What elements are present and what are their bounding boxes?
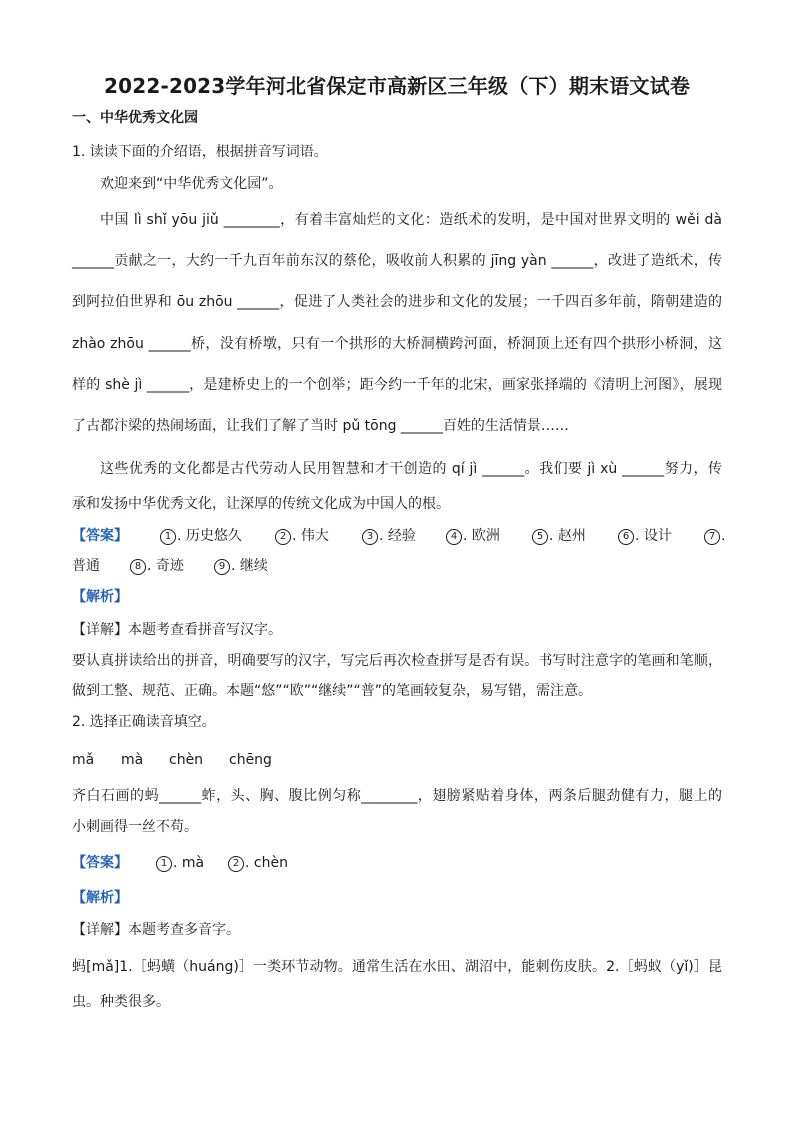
answer-number: 4 xyxy=(446,529,462,545)
answer-item xyxy=(275,526,329,546)
answer-label: 【答案】 xyxy=(72,855,128,871)
question-1-prompt: 1. 读读下面的介绍语，根据拼音写词语。 xyxy=(72,144,328,160)
passage-line: ______贡献之一，大约一千九百年前东汉的蔡伦，吸收前人积累的 jīng yàn ______，改进了造纸术，传 xyxy=(72,253,722,269)
passage-line: 这些优秀的文化都是古代劳动人民用智慧和才干创造的 qí jì ______。我们要 jì xù ______努力，传 xyxy=(100,461,722,477)
answer-text: . 奇迹 xyxy=(147,558,184,574)
answer-item xyxy=(618,526,672,546)
answer-text: . xyxy=(721,528,726,544)
answer-text: . 伟大 xyxy=(292,528,329,544)
answer-number: 2 xyxy=(275,529,291,545)
answer-item xyxy=(214,556,268,576)
passage-line: 承和发扬中华优秀文化，让深厚的传统文化成为中国人的根。 xyxy=(72,496,450,512)
answer-item xyxy=(160,526,242,546)
section-heading: 一、中华优秀文化园 xyxy=(72,110,198,126)
answer-text: . 历史悠久 xyxy=(177,528,242,544)
detail-line: 要认真拼读给出的拼音，明确要写的汉字，写完后再次检查拼写是否有误。书写时注意字的笔画和笔顺， xyxy=(72,653,722,669)
exam-title: 2022-2023学年河北省保定市高新区三年级（下）期末语文试卷 xyxy=(103,74,691,98)
answer-text: . mà xyxy=(173,855,205,871)
answer-number: 3 xyxy=(362,529,378,545)
detail-heading: 【详解】本题考查看拼音写汉字。 xyxy=(72,622,282,638)
answer-item xyxy=(704,526,725,546)
analysis-label: 【解析】 xyxy=(72,589,128,605)
answer-number: 7 xyxy=(704,529,720,545)
detail-line: 蚂[mǎ]1.［蚂蟥（huáng)］一类环节动物。通常生活在水田、湖沼中，能刺伤皮肤。2.［蚂蚁（yǐ)］昆 xyxy=(72,959,722,975)
detail-heading: 【详解】本题考查多音字。 xyxy=(72,922,240,938)
answer-number: 1 xyxy=(160,529,176,545)
answer-item xyxy=(130,556,184,576)
pinyin-option: mà xyxy=(121,752,144,768)
passage-line: zhào zhōu ______桥，没有桥墩，只有一个拱形的大桥洞横跨河面，桥洞顶上还有四个拱形小桥洞，这 xyxy=(72,336,722,352)
detail-line: 虫。种类很多。 xyxy=(72,994,170,1010)
answer-item xyxy=(228,853,288,873)
answer-text: . 经验 xyxy=(379,528,416,544)
answer-item xyxy=(362,526,416,546)
answer-item xyxy=(156,853,204,873)
analysis-label: 【解析】 xyxy=(72,890,128,906)
detail-line: 做到工整、规范、正确。本题“悠”“欧”“继续”“普”的笔画较复杂，易写错，需注意。 xyxy=(72,683,593,699)
answer-number: 9 xyxy=(214,559,230,575)
answer-text: . 设计 xyxy=(635,528,672,544)
answer-text: . 欧洲 xyxy=(463,528,500,544)
answer-text: . 赵州 xyxy=(549,528,586,544)
passage-line: 到阿拉伯世界和 ōu zhōu ______，促进了人类社会的进步和文化的发展；一千四百多年前，隋朝建造的 xyxy=(72,294,722,310)
pinyin-option: mǎ xyxy=(72,752,95,768)
answer-number: 2 xyxy=(228,856,244,872)
answer-number: 1 xyxy=(156,856,172,872)
sentence-line: 齐白石画的蚂______蚱，头、胸、腹比例匀称________，翅膀紧贴着身体，两条后腿劲健有力，腿上的 xyxy=(72,788,722,804)
answer-number: 5 xyxy=(532,529,548,545)
answer-text: . 继续 xyxy=(231,558,268,574)
answer-item: 普通 xyxy=(72,558,100,574)
pinyin-option: chēng xyxy=(229,752,272,768)
pinyin-option: chèn xyxy=(169,752,204,768)
passage-line: 了古都汴梁的热闹场面，让我们了解了当时 pǔ tōng ______百姓的生活情景…… xyxy=(72,418,569,434)
answer-number: 6 xyxy=(618,529,634,545)
answer-number: 8 xyxy=(130,559,146,575)
answer-label: 【答案】 xyxy=(72,528,128,544)
question-2-prompt: 2. 选择正确读音填空。 xyxy=(72,714,216,730)
answer-text: . chèn xyxy=(245,855,288,871)
answer-item xyxy=(446,526,500,546)
sentence-line: 小刺画得一丝不苟。 xyxy=(72,819,198,835)
passage-line: 中国 lì shǐ yōu jiǔ ________，有着丰富灿烂的文化：造纸术的发明，是中国对世界文明的 wěi dà xyxy=(100,212,722,228)
passage-line: 样的 shè jì ______，是建桥史上的一个创举；距今约一千年的北宋，画家张择端的《清明上河图》，展现 xyxy=(72,377,722,393)
question-1-intro: 欢迎来到“中华优秀文化园”。 xyxy=(100,176,283,192)
answer-item xyxy=(532,526,586,546)
